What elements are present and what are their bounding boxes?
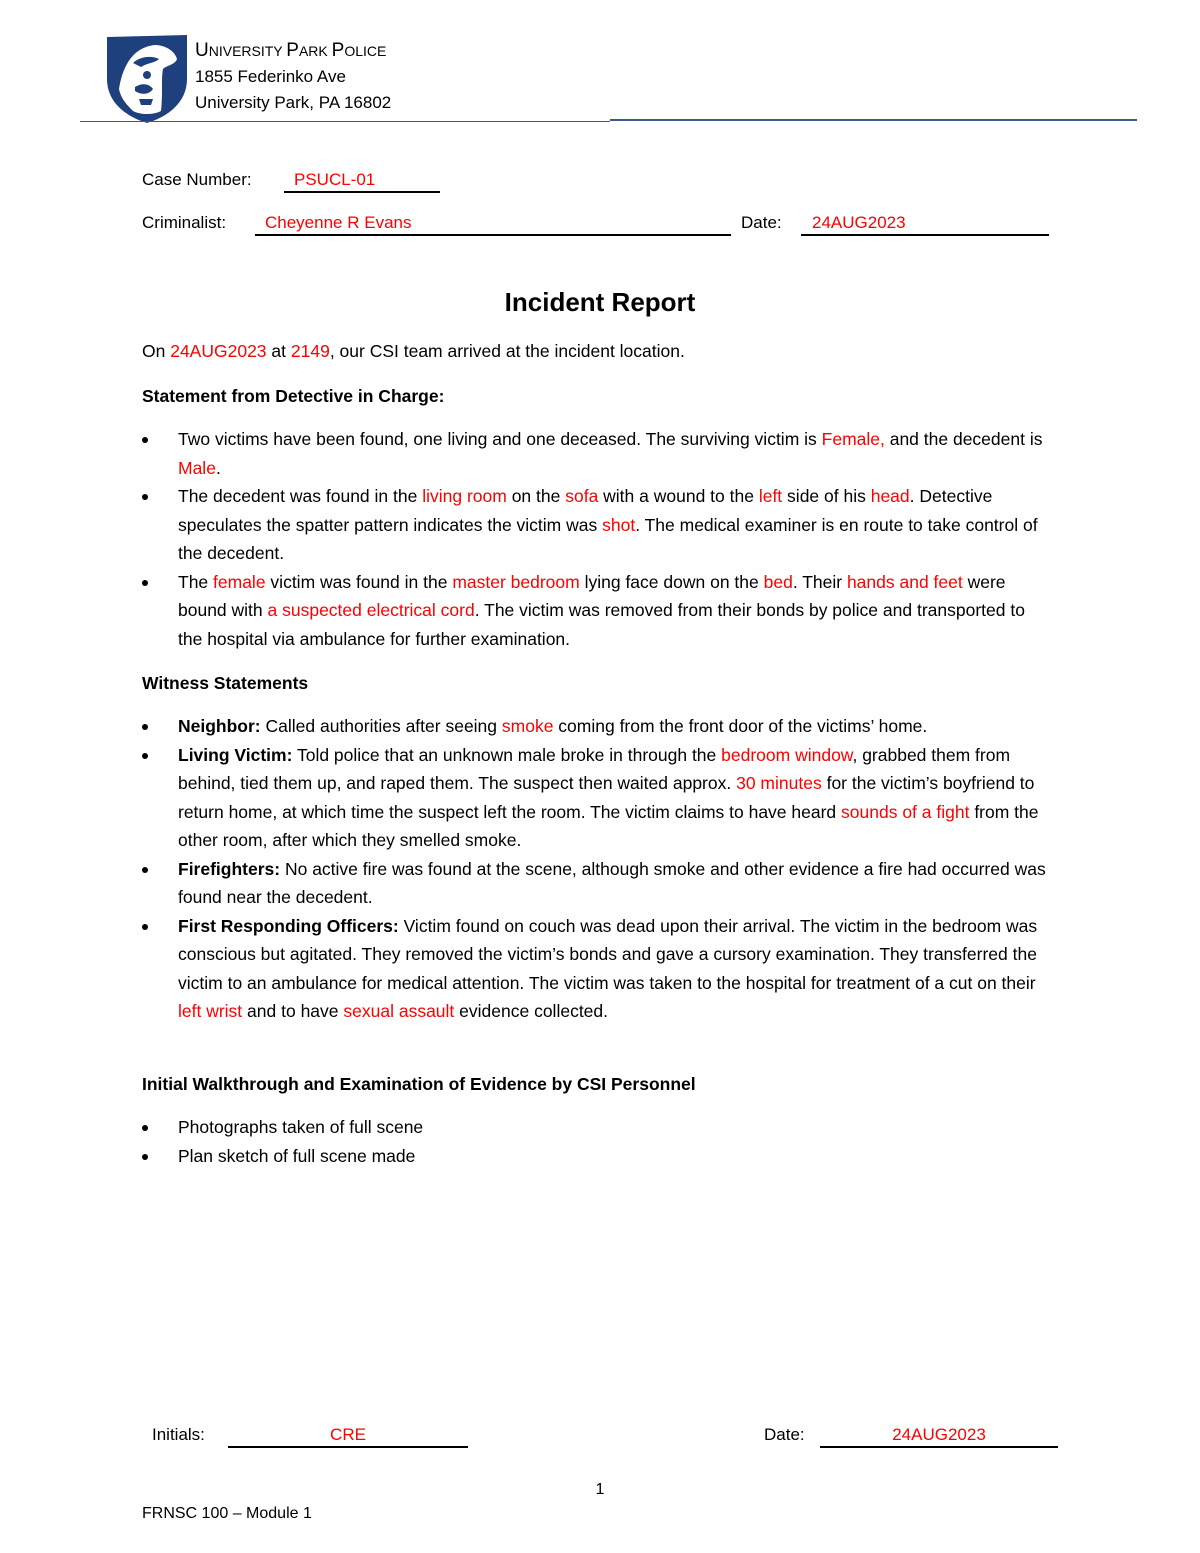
initials-underline xyxy=(228,1446,468,1448)
date-value: 24AUG2023 xyxy=(812,213,906,232)
header-divider-right xyxy=(610,119,1137,121)
page-number: 1 xyxy=(595,1481,605,1498)
initials-value: CRE xyxy=(330,1425,366,1444)
date-label: Date: xyxy=(741,213,782,232)
initials-label: Initials: xyxy=(152,1425,205,1444)
list-item: The decedent was found in the living room on the sofa with a wound to the left side of his head. Detective speculates the spatter pattern indicates the victim was shot. The medical examiner is en route to take control of the decedent. xyxy=(142,482,1052,568)
date-underline xyxy=(801,234,1049,236)
witness-list xyxy=(142,712,1052,1026)
nittany-lion-shield-logo xyxy=(105,33,189,125)
walkthrough-list xyxy=(142,1113,1052,1170)
case-number-underline xyxy=(284,191,440,193)
footer-date-value: 24AUG2023 xyxy=(892,1425,986,1444)
criminalist-label: Criminalist: xyxy=(142,213,227,232)
detective-heading: Statement from Detective in Charge: xyxy=(142,386,445,406)
footer-date-label: Date: xyxy=(764,1425,805,1444)
list-item: The female victim was found in the master bedroom lying face down on the bed. Their hands and feet were bound with a suspected electrical cord. The victim was removed from their bonds by police and transported to the hospital via ambulance for further examination. xyxy=(142,568,1052,654)
witness-heading: Witness Statements xyxy=(142,673,309,693)
case-number-label: Case Number: xyxy=(142,170,252,189)
list-item: Living Victim: Told police that an unknown male broke in through the bedroom window, grabbed them from behind, tied them up, and raped them. The suspect then waited approx. 30 minutes for the victim’s boyfriend to return home, at which time the suspect left the room. The victim claims to have heard sounds of a fight from the other room, after which they smelled smoke. xyxy=(142,741,1052,855)
address-line-2: University Park, PA 16802 xyxy=(195,93,392,112)
header-divider-left xyxy=(80,121,610,122)
list-item: Two victims have been found, one living and one deceased. The surviving victim is Female, and the decedent is Male. xyxy=(142,425,1052,482)
address-line-1: 1855 Federinko Ave xyxy=(195,67,346,86)
case-number-value: PSUCL-01 xyxy=(294,170,376,189)
course-footer: FRNSC 100 – Module 1 xyxy=(142,1505,312,1522)
page-title: Incident Report xyxy=(504,287,696,317)
list-item: Photographs taken of full scene xyxy=(142,1113,1052,1142)
list-item: Neighbor: Called authorities after seeing smoke coming from the front door of the victims’ home. xyxy=(142,712,1052,741)
list-item: First Responding Officers: Victim found on couch was dead upon their arrival. The victim in the bedroom was conscious but agitated. They removed the victim’s bonds and gave a cursory examination. They transferred the victim to an ambulance for medical attention. The victim was taken to the hospital for treatment of a cut on their left wrist and to have sexual assault evidence collected. xyxy=(142,912,1052,1026)
criminalist-value: Cheyenne R Evans xyxy=(265,213,412,232)
criminalist-underline xyxy=(255,234,731,236)
list-item: Plan sketch of full scene made xyxy=(142,1142,1052,1171)
detective-list xyxy=(142,425,1052,653)
footer-date-underline xyxy=(820,1446,1058,1448)
arrival-sentence: On 24AUG2023 at 2149, our CSI team arrived at the incident location. xyxy=(142,341,685,361)
walkthrough-heading: Initial Walkthrough and Examination of Evidence by CSI Personnel xyxy=(142,1074,696,1094)
list-item: Firefighters: No active fire was found at the scene, although smoke and other evidence a fire had occurred was found near the decedent. xyxy=(142,855,1052,912)
organization-name: UNIVERSITY PARK POLICE xyxy=(195,40,387,61)
